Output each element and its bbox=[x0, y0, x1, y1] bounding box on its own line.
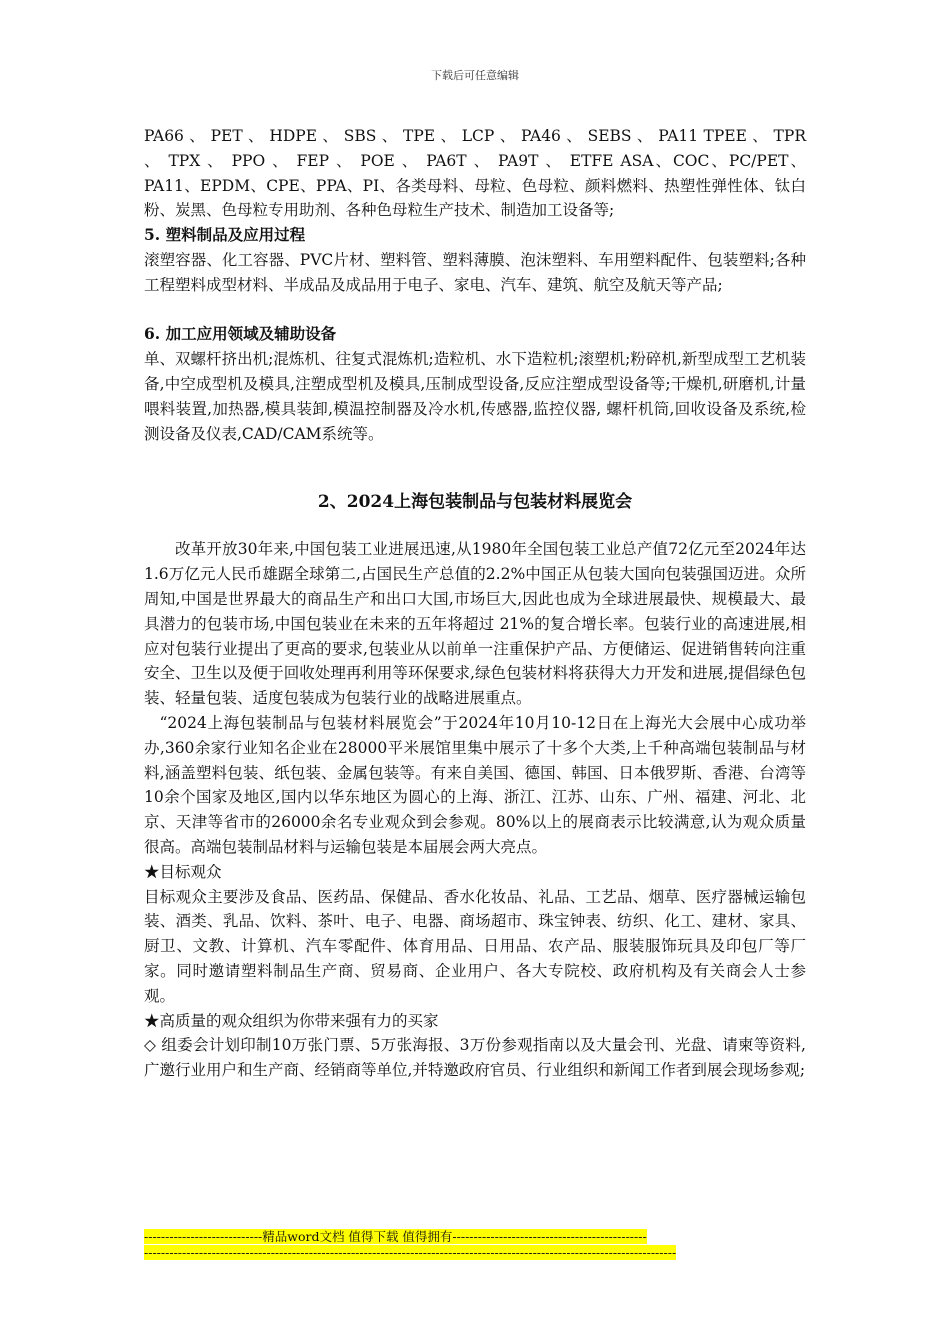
section4-tail-paragraph: PA66 、 PET 、 HDPE 、 SBS 、 TPE 、 LCP 、 PA46 、 SEBS 、 PA11 TPEE 、 TPR 、 TPX 、 PPO 、 FEP 、 POE 、 PA6T 、 PA9T 、 ETFE ASA、COC、PC/PET、PA11、EPDM、CPE、PPA、PI、各类母料、母粒、色母粒、颜料燃料、热塑性弹性体、钛白粉、炭黑、色母粒专用助剂、各种色母粒生产技术、制造加工设备等; bbox=[144, 127, 806, 220]
exhibition-paragraph-1: 改革开放30年来,中国包装工业进展迅速,从1980年全国包装工业总产值72亿元至2024年达1.6万亿元人民币雄踞全球第二,占国民生产总值的2.2%中国正从包装大国向包装强国迈进。众所周知,中国是世界最大的商品生产和出口大国,市场巨大,因此也成为全球进展最快、规模最大、最具潜力的包装市场,中国包装业在未来的五年将超过 21%的复合增长率。包装行业的高速进展,相应对包装行业提出了更高的要求,包装业从以前单一注重保护产品、方便储运、促进销售转向注重安全、卫生以及便于回收处理再利用等环保要求,绿色包装材料将获得大力开发和进展,提倡绿色包装、轻量包装、适度包装成为包装行业的战略进展重点。 bbox=[144, 540, 806, 708]
target-audience-heading: ★目标观众 bbox=[144, 862, 222, 881]
section5-heading: 5. 塑料制品及应用过程 bbox=[144, 225, 306, 245]
buyer-quality-heading: ★高质量的观众组织为你带来强有力的买家 bbox=[144, 1011, 439, 1030]
title-gap bbox=[144, 515, 806, 537]
section6-paragraph: 单、双螺杆挤出机;混炼机、往复式混炼机;造粒机、水下造粒机;滚塑机;粉碎机,新型成型工艺机装备,中空成型机及模具,注塑成型机及模具,压制成型设备,反应注塑成型设备等;干燥机,研磨机,计量喂料装置,加热器,模具装卸,模温控制器及冷水机,传感器,监控仪器, 螺杆机筒,回收设备及系统,检测设备及仪表,CAD/CAM系统等。 bbox=[144, 350, 806, 443]
footer-banner-line-1 bbox=[144, 1229, 714, 1245]
section6-heading: 6. 加工应用领域及辅助设备 bbox=[144, 324, 337, 344]
blank-gap bbox=[144, 446, 806, 489]
buyer-quality-paragraph: ◇ 组委会计划印制10万张门票、5万张海报、3万份参观指南以及大量会刊、光盘、请柬等资料,广邀行业用户和生产商、经销商等单位,并特邀政府官员、行业组织和新闻工作者到展会现场参观; bbox=[144, 1036, 806, 1080]
target-audience-paragraph: 目标观众主要涉及食品、医药品、保健品、香水化妆品、礼品、工艺品、烟草、医疗器械运输包装、酒类、乳品、饮料、茶叶、电子、电器、商场超市、珠宝钟表、纺织、化工、建材、家具、厨卫、文教、计算机、汽车零配件、体育用品、日用品、农产品、服装服饰玩具及印包厂等厂家。同时邀请塑料制品生产商、贸易商、企业用户、各大专院校、政府机构及有关商会人士参观。 bbox=[144, 887, 806, 1005]
footer-banner-line-2 bbox=[144, 1245, 742, 1261]
document-body bbox=[144, 124, 806, 1083]
page-header: 下载后可任意编辑 bbox=[431, 69, 519, 82]
footer-banner-text-2: ------------------------------------------------------------------------------------------------------------------------------ bbox=[144, 1244, 677, 1260]
footer-banner bbox=[144, 1229, 742, 1260]
blank-line bbox=[144, 298, 806, 323]
exhibition-title: 2、2024上海包装制品与包装材料展览会 bbox=[317, 492, 633, 513]
exhibition-paragraph-2: “2024上海包装制品与包装材料展览会”于2024年10月10-12日在上海光大会展中心成功举办,360余家行业知名企业在28000平米展馆里集中展示了十多个大类,上千种高端包装制品与材料,涵盖塑料包装、纸包装、金属包装等。有来自美国、德国、韩国、日本俄罗斯、香港、台湾等10余个国家及地区,国内以华东地区为圆心的上海、浙江、江苏、山东、广州、福建、河北、北京、天津等省市的26000余名专业观众到会参观。80%以上的展商表示比较满意,认为观众质量很高。高端包装制品材料与运输包装是本届展会两大亮点。 bbox=[144, 713, 806, 856]
section5-paragraph: 滚塑容器、化工容器、PVC片材、塑料管、塑料薄膜、泡沫塑料、车用塑料配件、包装塑料;各种工程塑料成型材料、半成品及成品用于电子、家电、汽车、建筑、航空及航天等产品; bbox=[144, 250, 806, 294]
footer-banner-text-1: ----------------------------精品word文档 值得下载 值得拥有---------------------------------------------- bbox=[144, 1229, 647, 1244]
